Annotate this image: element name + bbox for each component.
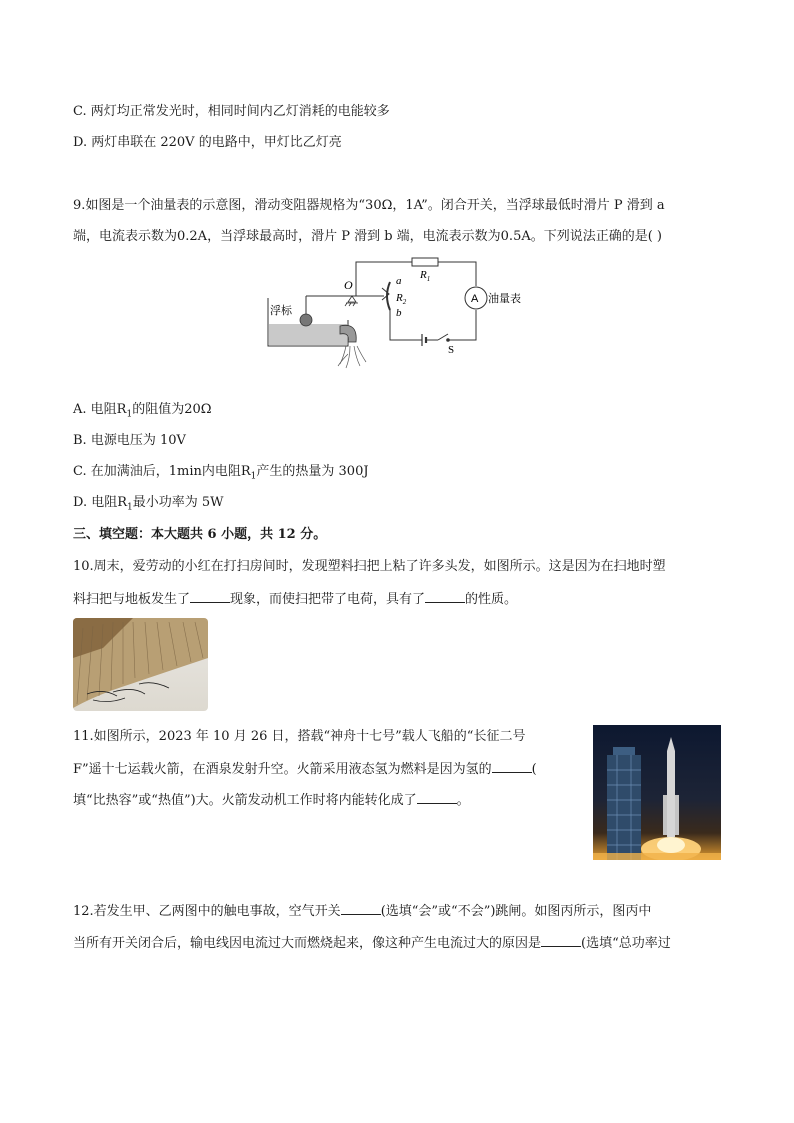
switch-icon [438,334,449,341]
rheostat-r2 [387,282,390,310]
q10-line2: 料扫把与地板发生了 现象，而使扫把带了电荷，具有了 的性质。 [73,588,517,610]
q11-line3: 填“比热容”或“热值”)大。火箭发动机工作时将内能转化成了 。 [73,789,470,811]
rocket-icon [593,725,721,860]
battery-icon [422,334,426,346]
label-float: 浮标 [270,304,292,317]
q9-circuit-diagram [262,254,532,374]
section3-heading: 三、填空题：本大题共 6 小题，共 12 分。 [73,527,327,542]
q9-option-d: D. 电阻$R_1$最小功率为 5W [73,495,224,513]
label-r1: $R_1$ [420,269,431,283]
q12-blank-2[interactable] [541,932,581,947]
oil-drips-icon [338,346,366,368]
q12-line2: 当所有开关闭合后，输电线因电流过大而燃烧起来，像这种产生电流过大的原因是 (选填“总功率过 [73,932,671,954]
q10-blank-1[interactable] [190,588,230,603]
circuit-wires [356,262,476,340]
q10-line1: 10.周末，爱劳动的小红在打扫房间时，发现塑料扫把上粘了许多头发，如图所示。这是因为在扫地时塑 [73,559,666,574]
q12-blank-1[interactable] [341,900,381,915]
q8-option-c: C. 两灯均正常发光时，相同时间内乙灯消耗的电能较多 [73,104,390,119]
label-r2: $R_2$ [396,292,407,306]
label-ammeter: A [471,293,479,305]
q8-option-d: D. 两灯串联在 220V 的电路中，甲灯比乙灯亮 [73,135,342,150]
q9-option-c: C. 在加满油后，1min内电阻$R_1$产生的热量为 300J [73,464,369,482]
q10-blank-2[interactable] [425,588,465,603]
q9-stem-line2: 端，电流表示数为0.2A，当浮球最高时，滑片 P 滑到 b 端，电流表示数为0.5A。下列说法正确的是( ) [73,229,662,244]
pivot-icon [345,296,358,306]
q11-blank-1[interactable] [492,758,532,773]
resistor-r1 [412,258,438,266]
label-a: a [396,275,402,287]
q9-option-a: A. 电阻$R_1$的阻值为20Ω [73,402,212,420]
q11-blank-2[interactable] [417,789,457,804]
q9-option-b: B. 电源电压为 10V [73,433,186,448]
q9-stem-line1: 9.如图是一个油量表的示意图，滑动变阻器规格为“30Ω，1A”。闭合开关，当浮球最低时滑片 P 滑到 a [73,198,665,213]
rocket-launch-photo [593,725,721,860]
label-b: b [396,307,402,319]
broom-bristles-icon [73,618,208,711]
label-meter-name: 油量表 [488,292,521,305]
label-switch: S [448,344,455,356]
broom-photo [73,618,208,711]
label-o: O [344,278,353,292]
float-ball-icon [300,314,312,326]
q11-line1: 11.如图所示，2023 年 10 月 26 日，搭载“神舟十七号”载人飞船的“长征二号 [73,729,526,744]
q12-line1: 12.若发生甲、乙两图中的触电事故，空气开关 (选填“会”或“不会”)跳闸。如图丙所示，图丙中 [73,900,651,922]
q11-line2: F”遥十七运载火箭，在酒泉发射升空。火箭采用液态氢为燃料是因为氢的 ( [73,758,537,780]
